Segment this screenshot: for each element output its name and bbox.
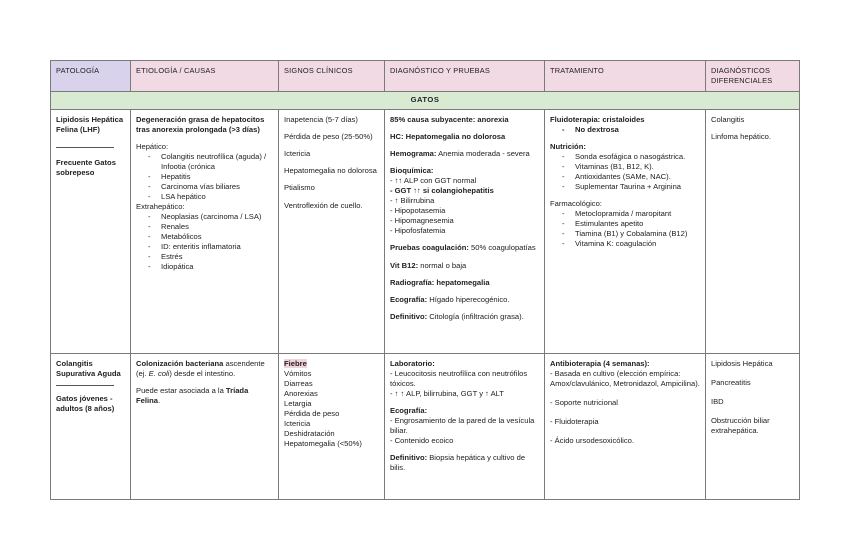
diagnosis-definitive bbox=[390, 453, 539, 473]
biochem-label: Bioquímica: bbox=[390, 166, 434, 176]
divider bbox=[56, 385, 114, 386]
pathology-cell bbox=[51, 109, 131, 353]
list-item: - ID: enteritis inflamatoria bbox=[136, 242, 273, 252]
differential-item: Linfoma hepático. bbox=[711, 131, 771, 141]
differentials-cell bbox=[706, 353, 800, 499]
treatment-item: - Soporte nutricional bbox=[550, 397, 618, 407]
document-page bbox=[50, 60, 799, 500]
etiology-lead-line bbox=[136, 359, 273, 369]
sign-item: Hepatomegalia no dolorosa bbox=[284, 166, 377, 176]
example-close: ) desde el intestino. bbox=[169, 368, 236, 378]
biochem-item: - Hipofosfatemia bbox=[390, 226, 446, 236]
pathology-table bbox=[50, 60, 800, 500]
pathology-name: Lipidosis Hepática Felina (LHF) bbox=[56, 114, 124, 134]
list-item: - Hepatitis bbox=[136, 172, 273, 182]
biochem-item: - Hipomagnesemia bbox=[390, 216, 454, 226]
diagnosis-cell bbox=[385, 353, 545, 499]
diagnosis-coag bbox=[390, 243, 539, 253]
fluid-label: Fluidoterapia: cristaloides bbox=[550, 114, 645, 124]
diagnosis-cell bbox=[385, 109, 545, 353]
biochem-item: - ↑↑ ALP con GGT normal bbox=[390, 176, 477, 186]
echo-label: Ecografía: bbox=[390, 295, 428, 305]
sign-item: Hepatomegalia (<50%) bbox=[284, 438, 362, 448]
biochem-item: - GGT ↑↑ si colangiohepatitis bbox=[390, 186, 494, 196]
sign-item: Letargia bbox=[284, 398, 312, 408]
diagnosis-echo bbox=[390, 295, 539, 305]
antibiotic-text: - Basada en cultivo (elección empírica: Amox/clavulánico, Metronidazol, Ampicilina). bbox=[550, 368, 700, 388]
table-row bbox=[51, 109, 800, 353]
list-item: - Vitamina K: coagulación bbox=[550, 239, 700, 249]
section-row-gatos bbox=[51, 91, 800, 109]
association-bold: Tríada Felina bbox=[136, 385, 249, 405]
treatment-cell bbox=[545, 109, 706, 353]
echo-item: - Engrosamiento de la pared de la vesícula biliar. bbox=[390, 415, 535, 435]
sign-item: Vómitos bbox=[284, 368, 312, 378]
association-end: . bbox=[157, 395, 161, 405]
biochem-item: - ↑ Bilirrubina bbox=[390, 196, 435, 206]
header-row bbox=[51, 61, 800, 92]
list-item: - Suplementar Taurina + Arginina bbox=[550, 182, 700, 192]
section-title: GATOS bbox=[51, 91, 800, 109]
list-item: - Vitaminas (B1, B12, K). bbox=[550, 162, 700, 172]
coag-value: 50% coagulopatías bbox=[468, 243, 536, 253]
pathology-name: Colangitis Supurativa Aguda bbox=[56, 358, 121, 378]
sign-item: Pérdida de peso (25-50%) bbox=[284, 131, 373, 141]
etiology-example bbox=[136, 369, 273, 379]
sign-item: Diarreas bbox=[284, 378, 313, 388]
example-organism: E. coli bbox=[148, 368, 170, 378]
header-patologia: PATOLOGÍA bbox=[51, 61, 131, 92]
header-tratamiento: TRATAMIENTO bbox=[545, 61, 706, 92]
example-open: (ej. bbox=[136, 368, 149, 378]
differential-item: Lipidosis Hepática bbox=[711, 358, 773, 368]
list-item: - No dextrosa bbox=[550, 125, 700, 135]
nutrition-list bbox=[550, 152, 700, 192]
list-item: - Antioxidantes (SAMe, NAC). bbox=[550, 172, 700, 182]
header-diferenciales: DIAGNÓSTICOS DIFERENCIALES bbox=[706, 61, 800, 92]
etiology-lead-rest: ascendente bbox=[223, 358, 265, 368]
table-row bbox=[51, 353, 800, 499]
nutrition-label: Nutrición: bbox=[550, 141, 586, 151]
etiology-extra-list bbox=[136, 212, 273, 272]
list-item: - Metabólicos bbox=[136, 232, 273, 242]
sign-fever: Fiebre bbox=[284, 358, 307, 368]
list-item: - Tiamina (B1) y Cobalamina (B12) bbox=[550, 229, 700, 239]
definitive-value: Biopsia hepática y cultivo de bilis. bbox=[390, 453, 526, 473]
list-item: - Neoplasias (carcinoma / LSA) bbox=[136, 212, 273, 222]
signs-cell bbox=[279, 109, 385, 353]
differential-item: Pancreatitis bbox=[711, 377, 751, 387]
header-diagnostico: DIAGNÓSTICO Y PRUEBAS bbox=[385, 61, 545, 92]
signs-cell bbox=[279, 353, 385, 499]
sign-item: Deshidratación bbox=[284, 428, 335, 438]
pathology-note: Frecuente Gatos sobrepeso bbox=[56, 157, 116, 177]
sign-item: Ictericia bbox=[284, 418, 311, 428]
list-item: - Carcinoma vías biliares bbox=[136, 182, 273, 192]
definitive-label: Definitivo: bbox=[390, 453, 428, 463]
pathology-cell bbox=[51, 353, 131, 499]
list-item: - Sonda esofágica o nasogástrica. bbox=[550, 152, 700, 162]
list-item: - Idiopática bbox=[136, 262, 273, 272]
list-item: - Estimulantes apetito bbox=[550, 219, 700, 229]
pharma-list bbox=[550, 209, 700, 249]
pharma-label: Farmacológico: bbox=[550, 199, 602, 209]
lab-label: Laboratorio: bbox=[390, 358, 435, 368]
diagnosis-definitive bbox=[390, 312, 539, 322]
etiology-hepatic-list bbox=[136, 152, 273, 202]
etiology-extra-label: Extrahepático: bbox=[136, 201, 185, 211]
diagnosis-hc: HC: Hepatomegalia no dolorosa bbox=[390, 131, 506, 141]
biochem-item: - Hipopotasemia bbox=[390, 206, 446, 216]
sign-item: Ptialismo bbox=[284, 183, 315, 193]
treatment-cell bbox=[545, 353, 706, 499]
list-item: - Renales bbox=[136, 222, 273, 232]
etiology-cell bbox=[131, 353, 279, 499]
differential-item: Obstrucción biliar extrahepática. bbox=[711, 415, 770, 435]
diagnosis-radio: Radiografía: hepatomegalia bbox=[390, 277, 490, 287]
header-etiologia: ETIOLOGÍA / CAUSAS bbox=[131, 61, 279, 92]
definitive-label: Definitivo: bbox=[390, 312, 428, 322]
list-item: - Metoclopramida / maropitant bbox=[550, 209, 700, 219]
sign-item: Inapetencia (5-7 días) bbox=[284, 114, 358, 124]
fluid-list bbox=[550, 125, 700, 135]
sign-item: Pérdida de peso bbox=[284, 408, 340, 418]
treatment-item: - Ácido ursodesoxicólico. bbox=[550, 435, 634, 445]
etiology-association bbox=[136, 386, 273, 406]
etiology-hepatic-label: Hepático: bbox=[136, 141, 169, 151]
etiology-lead: Colonización bacteriana bbox=[136, 358, 224, 368]
b12-value: normal o baja bbox=[418, 260, 467, 270]
echo-label: Ecografía: bbox=[390, 405, 428, 415]
hemogram-label: Hemograma: bbox=[390, 148, 437, 158]
etiology-cell bbox=[131, 109, 279, 353]
list-item: - Estrés bbox=[136, 252, 273, 262]
coag-label: Pruebas coagulación: bbox=[390, 243, 469, 253]
b12-label: Vit B12: bbox=[390, 260, 419, 270]
sign-item: Ictericia bbox=[284, 148, 311, 158]
antibiotic-label: Antibioterapia (4 semanas): bbox=[550, 358, 650, 368]
differential-item: IBD bbox=[711, 396, 724, 406]
differential-item: Colangitis bbox=[711, 114, 745, 124]
treatment-item: - Fluidoterapia bbox=[550, 416, 599, 426]
differentials-cell bbox=[706, 109, 800, 353]
sign-item-first bbox=[284, 359, 379, 369]
diagnosis-cause: 85% causa subyacente: anorexia bbox=[390, 114, 509, 124]
diagnosis-b12 bbox=[390, 261, 539, 271]
header-signos: SIGNOS CLÍNICOS bbox=[279, 61, 385, 92]
echo-value: Hígado hiperecogénico. bbox=[427, 295, 510, 305]
association-text: Puede estar asociada a la bbox=[136, 385, 226, 395]
sign-item: Anorexias bbox=[284, 388, 318, 398]
diagnosis-hemogram bbox=[390, 149, 539, 159]
definitive-value: Citología (infiltración grasa). bbox=[427, 312, 524, 322]
etiology-lead: Degeneración grasa de hepatocitos tras anorexia prolongada (>3 días) bbox=[136, 114, 265, 134]
hemogram-value: Anemia moderada - severa bbox=[436, 148, 530, 158]
lab-item: - ↑ ↑ ALP, bilirrubina, GGT y ↑ ALT bbox=[390, 388, 504, 398]
divider bbox=[56, 147, 114, 148]
lab-item: - Leucocitosis neutrofílica con neutrófilos tóxicos. bbox=[390, 368, 528, 388]
sign-item: Ventroflexión de cuello. bbox=[284, 200, 363, 210]
echo-item: - Contenido ecoico bbox=[390, 435, 454, 445]
pathology-note: Gatos jóvenes - adultos (8 años) bbox=[56, 393, 115, 413]
list-item: - LSA hepático bbox=[136, 192, 273, 202]
list-item: - Colangitis neutrofílica (aguda) / Infootia (crónica bbox=[136, 152, 273, 172]
